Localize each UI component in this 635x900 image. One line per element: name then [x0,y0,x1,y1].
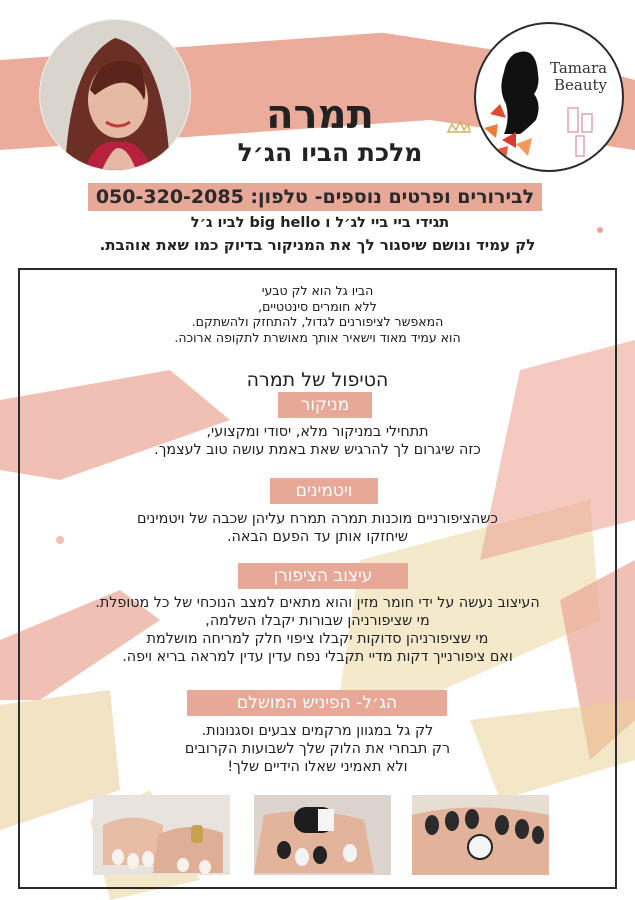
tagline-line2: לק עמיד ונושם שיסגור לך את המניקור בדיוק כמו שאת אוהבת. [99,236,536,254]
section-body-gel-finish [40,722,595,776]
page-subtitle: מלכת הביו הג׳ל [237,138,423,167]
tagline-line1: תגידי ביי ביי לג׳ל ו big hello לביו ג׳ל [190,215,450,231]
nail-photo-dark-design [412,795,549,875]
tamara-beauty-logo [474,22,624,172]
section-body-vitamins [40,510,595,546]
section-line: מי שציפורניהן שבורות יקבלו השלמה, [205,613,430,629]
section-body-nail-design [30,594,605,666]
nail-photo-black-white [254,795,391,875]
section-line: רק תבחרי את הלוק שלך לשבועות הקרובים [184,741,451,757]
section-line: כזה שיגרום לך להרגיש שאת באמת עושה טוב לעצמך. [154,442,481,458]
logo-silhouette-icon [476,24,622,170]
intro-paragraph [40,283,595,345]
section-line: ואם ציפורנייך דקות מדיי תקבלי נפח עדין עדין למראה בריא ויפה. [122,649,513,665]
section-title-nail-design: עיצוב הציפורן [238,563,408,589]
page-title: תמרה [266,92,374,138]
intro-line: הביו גל הוא לק טבעי [261,283,374,298]
portrait-photo [40,20,190,170]
intro-line: המאפשר לציפורנים לגדול, להתחזק ולהשתקם. [191,314,444,329]
section-line: שיחזקו אותן עד הפעם הבאה. [226,529,409,545]
intro-line: ללא חומרים סינטטיים, [258,298,377,314]
logo-wordmark [550,60,616,94]
nail-photo-white [93,795,230,875]
logo-line2: Beauty [554,76,608,94]
section-line: תתחילי במניקור מלא, יסודי ומקצועי, [206,424,429,440]
intro-line: הוא עמיד מאוד וישאיר אותך מאושרת לתקופה ארוכה. [174,329,461,345]
logo-line1: Tamara [550,59,608,77]
section-line: לק גל במגוון מרקמים צבעים וסגנונות. [201,723,434,739]
section-title-vitamins: ויטמינים [270,478,378,504]
section-line: מי שציפורניהן סדוקות יקבלו ציפוי חלק למריחה מושלמת [146,631,489,647]
section-title-manicure: מניקור [278,392,372,418]
section-line: כשהציפורניים מוכנות תמרה תמרח עליהן שכבה של ויטמינים [137,511,498,527]
portrait-image [40,20,190,170]
section-line: ולא תאמיני שאלו הידיים שלך! [227,759,408,775]
section-title-gel-finish: הג׳ל- הפיניש המושלם [187,690,447,716]
contact-info: לבירורים ופרטים נוספים- טלפון: 050-320-2085 [95,186,535,208]
section-line: העיצוב נעשה על ידי חומר מזין והוא מתאים למצב הנוכחי של כל מטופלת. [95,595,540,611]
treatment-heading: הטיפול של תמרה [246,369,389,391]
section-body-manicure [40,423,595,459]
